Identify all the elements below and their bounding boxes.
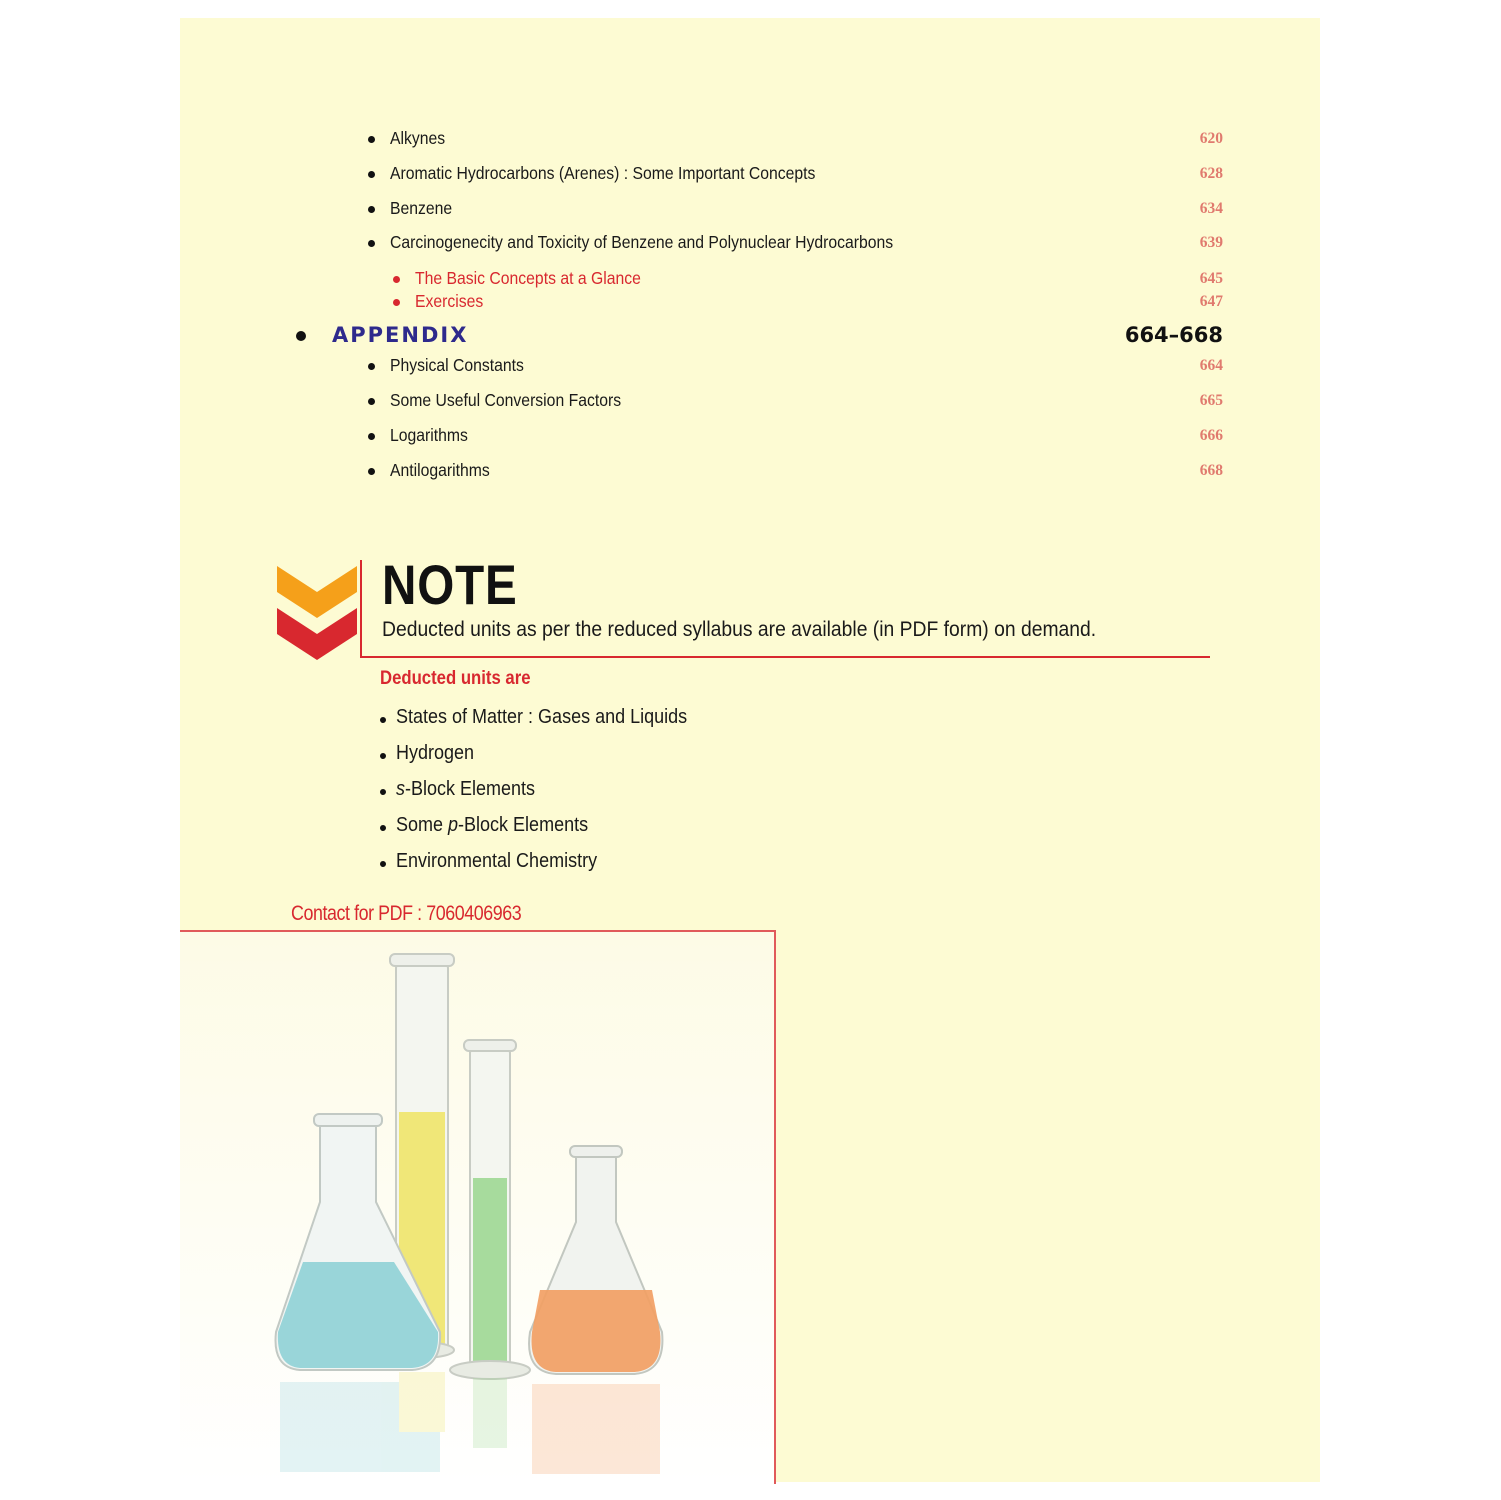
toc-sub-item-label: The Basic Concepts at a Glance bbox=[415, 268, 641, 288]
bullet-icon bbox=[380, 789, 386, 795]
toc-sub-item-label: Exercises bbox=[415, 291, 484, 311]
glassware-reflection bbox=[280, 1372, 660, 1474]
bullet-icon bbox=[368, 398, 375, 405]
appendix-item[interactable] bbox=[180, 390, 1223, 420]
toc-page-number: 634 bbox=[1199, 200, 1223, 217]
deducted-unit-label: Some p-Block Elements bbox=[396, 814, 589, 836]
toc-item-label: Alkynes bbox=[390, 128, 446, 148]
bullet-icon bbox=[380, 753, 386, 759]
note-divider-vertical bbox=[360, 560, 362, 658]
contact-text: Contact for PDF : 7060406963 bbox=[291, 902, 522, 925]
appendix-item[interactable] bbox=[180, 355, 1223, 385]
toc-page-number: 620 bbox=[1199, 130, 1223, 147]
note-divider-horizontal bbox=[360, 656, 1210, 658]
deducted-unit-label: States of Matter : Gases and Liquids bbox=[396, 706, 688, 728]
toc-item-label: Carcinogenecity and Toxicity of Benzene and Polynuclear Hydrocarbons bbox=[390, 232, 894, 252]
bullet-icon bbox=[380, 861, 386, 867]
toc-page-number: 665 bbox=[1199, 392, 1223, 409]
toc-page-number: 639 bbox=[1199, 234, 1223, 251]
document-page bbox=[180, 18, 1320, 1482]
bullet-icon bbox=[380, 717, 386, 723]
note-title: NOTE bbox=[382, 553, 518, 616]
deducted-unit-label: Environmental Chemistry bbox=[396, 850, 598, 872]
chevron-down-icon bbox=[277, 566, 357, 662]
toc-sub-item[interactable] bbox=[180, 291, 1223, 321]
toc-item-label: Benzene bbox=[390, 198, 453, 218]
bullet-icon bbox=[368, 136, 375, 143]
bullet-icon bbox=[380, 825, 386, 831]
bullet-icon bbox=[368, 240, 375, 247]
appendix-page-range: 664–668 bbox=[1124, 323, 1223, 347]
deducted-units-heading: Deducted units are bbox=[380, 668, 531, 689]
toc-page-number: 628 bbox=[1199, 165, 1223, 182]
appendix-bullet-icon bbox=[296, 331, 306, 341]
appendix-item[interactable] bbox=[180, 460, 1223, 490]
note-text: Deducted units as per the reduced syllabus are available (in PDF form) on demand. bbox=[382, 618, 1097, 641]
toc-page-number: 645 bbox=[1199, 270, 1223, 287]
bullet-icon bbox=[368, 206, 375, 213]
toc-page-number: 664 bbox=[1199, 357, 1223, 374]
bullet-icon bbox=[393, 276, 400, 283]
appendix-item-label: Some Useful Conversion Factors bbox=[390, 390, 622, 410]
conical-flask-orange bbox=[529, 1146, 662, 1374]
appendix-item-label: Logarithms bbox=[390, 425, 468, 445]
toc-item[interactable] bbox=[180, 163, 1223, 193]
bullet-icon bbox=[393, 299, 400, 306]
appendix-item-label: Physical Constants bbox=[390, 355, 524, 375]
toc-page-number: 666 bbox=[1199, 427, 1223, 444]
bullet-icon bbox=[368, 433, 375, 440]
laboratory-glassware-image bbox=[180, 932, 774, 1484]
toc-item[interactable] bbox=[180, 232, 1223, 262]
toc-item[interactable] bbox=[180, 198, 1223, 228]
toc-page-number: 647 bbox=[1199, 293, 1223, 310]
lab-glassware-image-frame bbox=[180, 930, 776, 1484]
toc-page-number: 668 bbox=[1199, 462, 1223, 479]
appendix-item[interactable] bbox=[180, 425, 1223, 455]
deducted-unit-label: Hydrogen bbox=[396, 742, 475, 764]
deducted-unit-label: s-Block Elements bbox=[396, 778, 536, 800]
bullet-icon bbox=[368, 171, 375, 178]
measuring-cylinder-green bbox=[450, 1040, 530, 1379]
appendix-item-label: Antilogarithms bbox=[390, 460, 490, 480]
toc-item-label: Aromatic Hydrocarbons (Arenes) : Some Important Concepts bbox=[390, 163, 816, 183]
bullet-icon bbox=[368, 468, 375, 475]
appendix-title[interactable]: APPENDIX bbox=[332, 323, 469, 347]
toc-item[interactable] bbox=[180, 128, 1223, 158]
bullet-icon bbox=[368, 363, 375, 370]
